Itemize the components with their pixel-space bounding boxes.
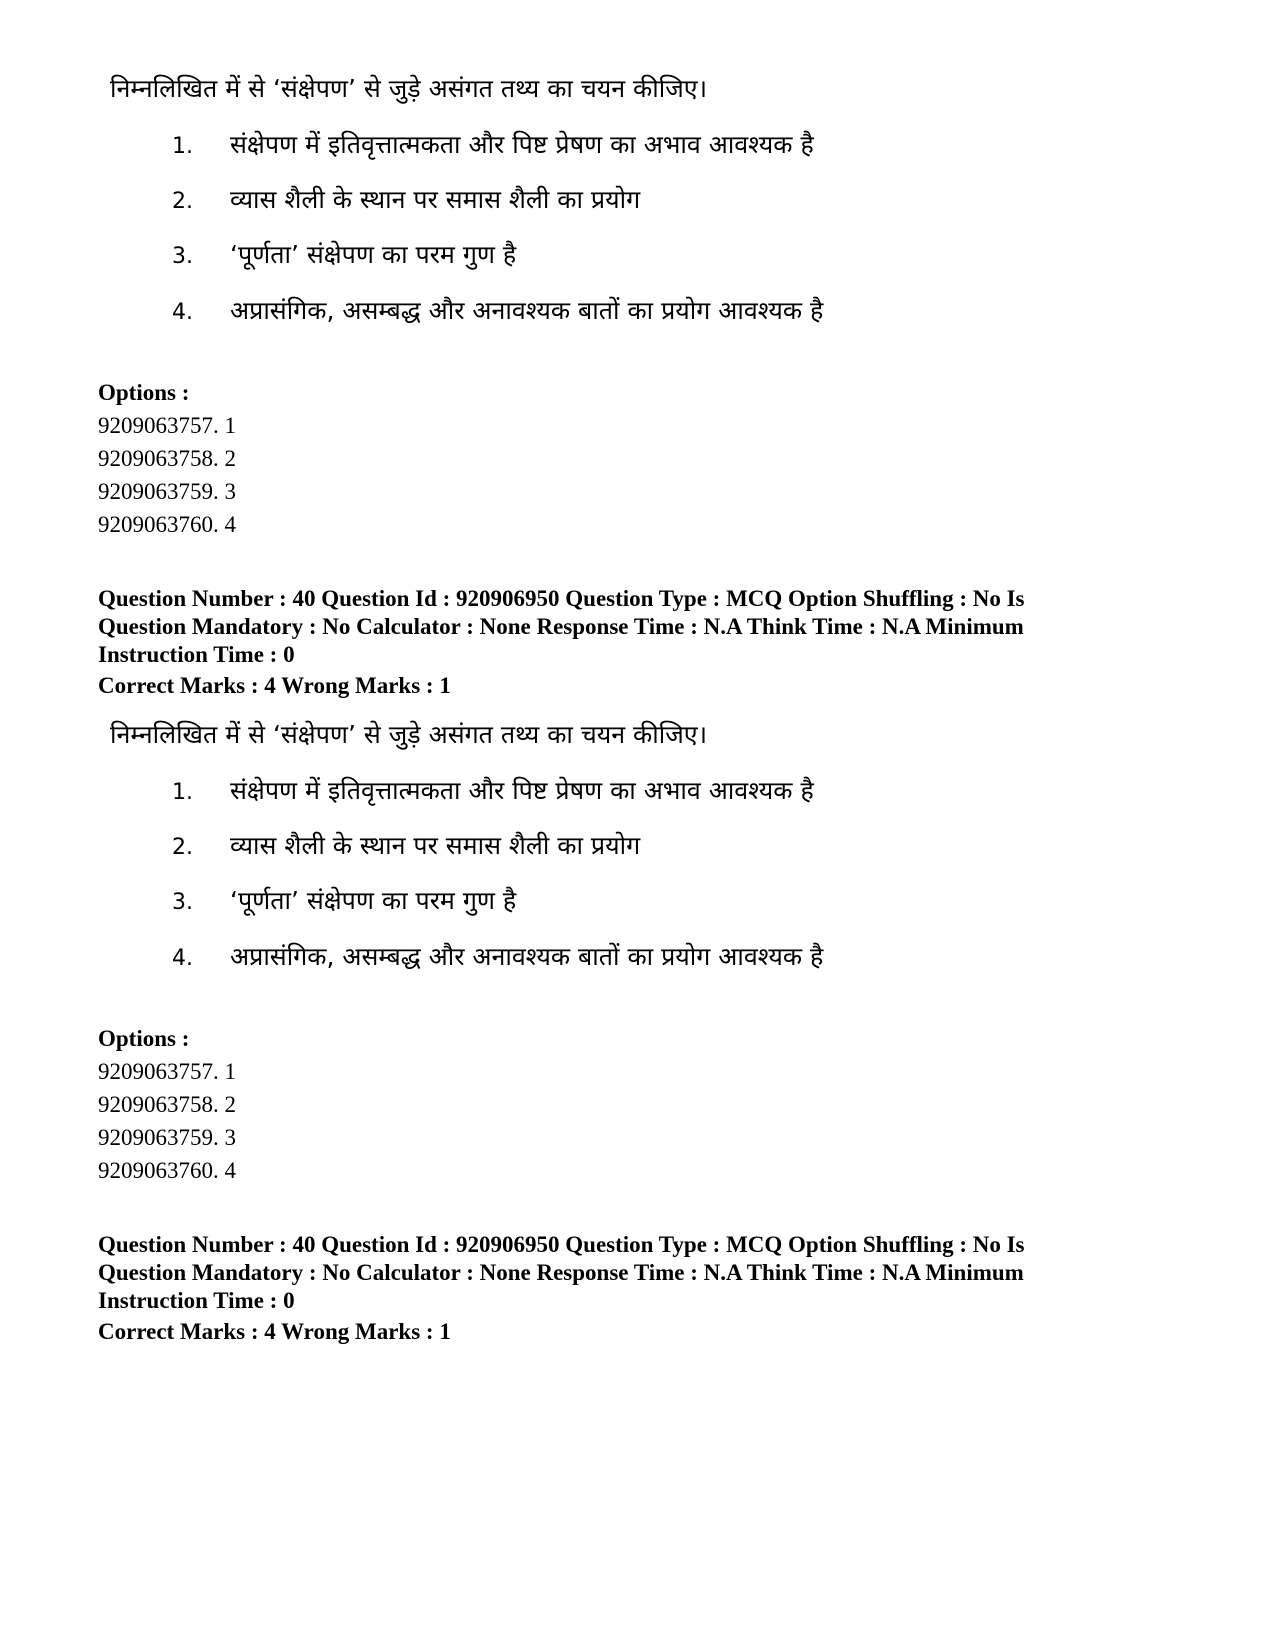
- statement-number: 2.: [172, 189, 193, 214]
- statement-number: 1.: [172, 780, 193, 805]
- option-4: 9209063760. 4: [98, 512, 236, 537]
- statement-1: [172, 776, 814, 808]
- marks-info: Correct Marks : 4 Wrong Marks : 1: [98, 673, 451, 698]
- question-intro: निम्नलिखित में से ‘संक्षेपण’ से जुड़े असंगत तथ्य का चयन कीजिए।: [110, 74, 708, 103]
- option-2: 9209063758. 2: [98, 446, 236, 471]
- statement-text: अप्रासंगिक, असम्बद्ध और अनावश्यक बातों का प्रयोग आवश्यक है: [230, 942, 824, 971]
- statement-2: [172, 831, 640, 863]
- statement-number: 4.: [172, 300, 193, 325]
- statement-1: [172, 130, 814, 162]
- statement-text: व्यास शैली के स्थान पर समास शैली का प्रयोग: [230, 185, 641, 214]
- question-meta: Question Number : 40 Question Id : 920906950 Question Type : MCQ Option Shuffling : No Is Question Mandatory : No Calculator : None Response Time : N.A Think Time : N.A Minimum Instruction Time : 0: [98, 1232, 1025, 1313]
- statement-2: [172, 185, 640, 217]
- statement-4: [172, 296, 823, 328]
- options-label: Options :: [98, 380, 190, 405]
- option-4: 9209063760. 4: [98, 1158, 236, 1183]
- statement-text: व्यास शैली के स्थान पर समास शैली का प्रयोग: [230, 831, 641, 860]
- option-3: 9209063759. 3: [98, 479, 236, 504]
- question-intro: निम्नलिखित में से ‘संक्षेपण’ से जुड़े असंगत तथ्य का चयन कीजिए।: [110, 720, 708, 749]
- statement-3: [172, 886, 516, 918]
- statement-number: 2.: [172, 835, 193, 860]
- statement-text: ‘पूर्णता’ संक्षेपण का परम गुण है: [230, 886, 517, 915]
- marks-info: Correct Marks : 4 Wrong Marks : 1: [98, 1319, 451, 1344]
- question-meta: Question Number : 40 Question Id : 920906950 Question Type : MCQ Option Shuffling : No Is Question Mandatory : No Calculator : None Response Time : N.A Think Time : N.A Minimum Instruction Time : 0: [98, 586, 1025, 667]
- statement-4: [172, 942, 823, 974]
- statement-text: संक्षेपण में इतिवृत्तात्मकता और पिष्ट प्रेषण का अभाव आवश्यक है: [230, 130, 814, 159]
- option-3: 9209063759. 3: [98, 1125, 236, 1150]
- statement-text: अप्रासंगिक, असम्बद्ध और अनावश्यक बातों का प्रयोग आवश्यक है: [230, 296, 824, 325]
- statement-3: [172, 240, 516, 272]
- statement-number: 3.: [172, 890, 193, 915]
- statement-number: 1.: [172, 134, 193, 159]
- statement-text: ‘पूर्णता’ संक्षेपण का परम गुण है: [230, 240, 517, 269]
- option-2: 9209063758. 2: [98, 1092, 236, 1117]
- statement-number: 4.: [172, 946, 193, 971]
- option-1: 9209063757. 1: [98, 1059, 236, 1084]
- option-1: 9209063757. 1: [98, 413, 236, 438]
- statement-number: 3.: [172, 244, 193, 269]
- options-label: Options :: [98, 1026, 190, 1051]
- statement-text: संक्षेपण में इतिवृत्तात्मकता और पिष्ट प्रेषण का अभाव आवश्यक है: [230, 776, 814, 805]
